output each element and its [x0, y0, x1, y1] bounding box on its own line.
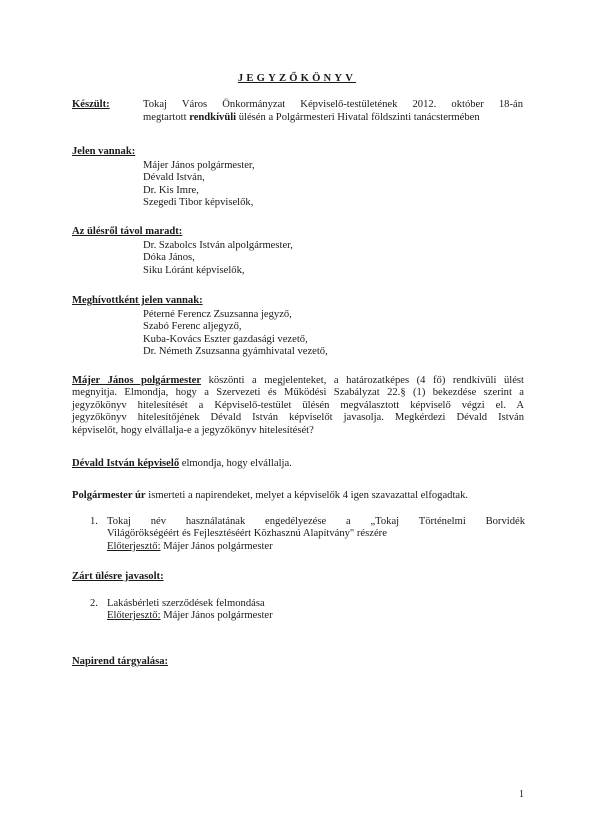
attendee: Szegedi Tibor képviselők,	[143, 197, 254, 209]
opening-line-3: jegyzőkönyv hitelesítését a Képviselő-testület ülésén megválasztott képviselő végzi el. A	[72, 399, 524, 411]
presenter-name: Májer János polgármester	[160, 610, 273, 622]
invitee: Kuba-Kovács Eszter gazdasági vezető,	[143, 333, 308, 345]
attendee: Dévald István,	[143, 172, 205, 184]
keszult-line2-pre: megtartott	[143, 112, 190, 123]
meghivott-label: Meghívottként jelen vannak:	[72, 295, 203, 306]
zart-label: Zárt ülésre javasolt:	[72, 571, 164, 582]
attendee: Májer János polgármester,	[143, 160, 255, 171]
presenter-label: Előterjesztő:	[107, 610, 161, 622]
keszult-line2	[143, 112, 533, 124]
agenda-intro-text: ismerteti a napirendeket, melyet a képviselők 4 igen szavazattal elfogadtak.	[145, 490, 469, 501]
attendee: Dr. Kis Imre,	[143, 184, 199, 196]
speaker-polgarmester: Polgármester úr	[72, 490, 146, 501]
keszult-rendkivuli: rendkívüli	[189, 112, 237, 123]
keszult-line2-post: ülésén a Polgármesteri Hivatal földszinti tanácstermében	[236, 112, 480, 123]
keszult-line1: Tokaj Város Önkormányzat Képviselő-testületének 2012. október 18-án	[143, 99, 523, 110]
agenda-item-1-presenter	[107, 541, 525, 553]
agenda-item-1-number: 1.	[90, 516, 98, 527]
tavol-list	[143, 240, 293, 277]
agenda-item-2-number: 2.	[90, 598, 98, 609]
opening-line-1	[72, 375, 524, 387]
absentee: Dóka János,	[143, 252, 195, 264]
agenda-item-1	[107, 516, 525, 553]
devald-text: elmondja, hogy elvállalja.	[179, 458, 292, 469]
absentee: Dr. Szabolcs István alpolgármester,	[143, 240, 293, 251]
agenda-item-1-line1: Tokaj név használatának engedélyezése a „Tokaj Történelmi Borvidék	[107, 516, 525, 527]
opening-line-5: képviselőt, hogy elvállalja-e a jegyzőkönyv hitelesítését?	[72, 424, 314, 436]
devald-paragraph	[72, 458, 292, 470]
invitee: Dr. Németh Zsuzsanna gyámhivatal vezető,	[143, 346, 328, 358]
opening-paragraph	[72, 375, 524, 437]
invitee: Péterné Ferencz Zsuzsanna jegyző,	[143, 309, 292, 320]
jelen-label: Jelen vannak:	[72, 146, 136, 157]
page-number: 1	[519, 789, 524, 800]
presenter-name: Májer János polgármester	[160, 540, 273, 552]
opening-text: köszönti a megjelenteket, a határozatképes (4 fő) rendkívüli ülést	[201, 375, 524, 386]
meghivott-list	[143, 309, 328, 359]
agenda-intro-paragraph	[72, 490, 468, 502]
speaker-majer: Májer János polgármester	[72, 375, 202, 386]
agenda-item-2-presenter	[107, 610, 273, 622]
document-title: JEGYZŐKÖNYV	[237, 73, 357, 84]
keszult-label: Készült:	[72, 99, 110, 110]
tavol-label: Az ülésről távol maradt:	[72, 226, 183, 237]
agenda-item-2-line1: Lakásbérleti szerződések felmondása	[107, 598, 265, 609]
agenda-item-1-line2: Világörökségéért és Fejlesztéséért Közhasznú Alapítvány" részére	[107, 528, 387, 540]
invitee: Szabó Ferenc aljegyző,	[143, 321, 242, 333]
jelen-list	[143, 160, 255, 210]
napirend-label: Napirend tárgyalása:	[72, 656, 169, 667]
agenda-item-2	[107, 598, 273, 623]
presenter-label: Előterjesztő:	[107, 540, 161, 552]
absentee: Siku Lóránt képviselők,	[143, 264, 245, 276]
speaker-devald: Dévald István képviselő	[72, 458, 180, 469]
opening-line-2: megnyitja. Elmondja, hogy a Szervezeti és Működési Szabályzat 22.§ (1) bekezdése szerint a	[72, 387, 524, 399]
opening-line-4: jegyzőkönyv hitelesítőjének Dévald István képviselőt javasolja. Megkérdezi Dévald István	[72, 412, 524, 424]
